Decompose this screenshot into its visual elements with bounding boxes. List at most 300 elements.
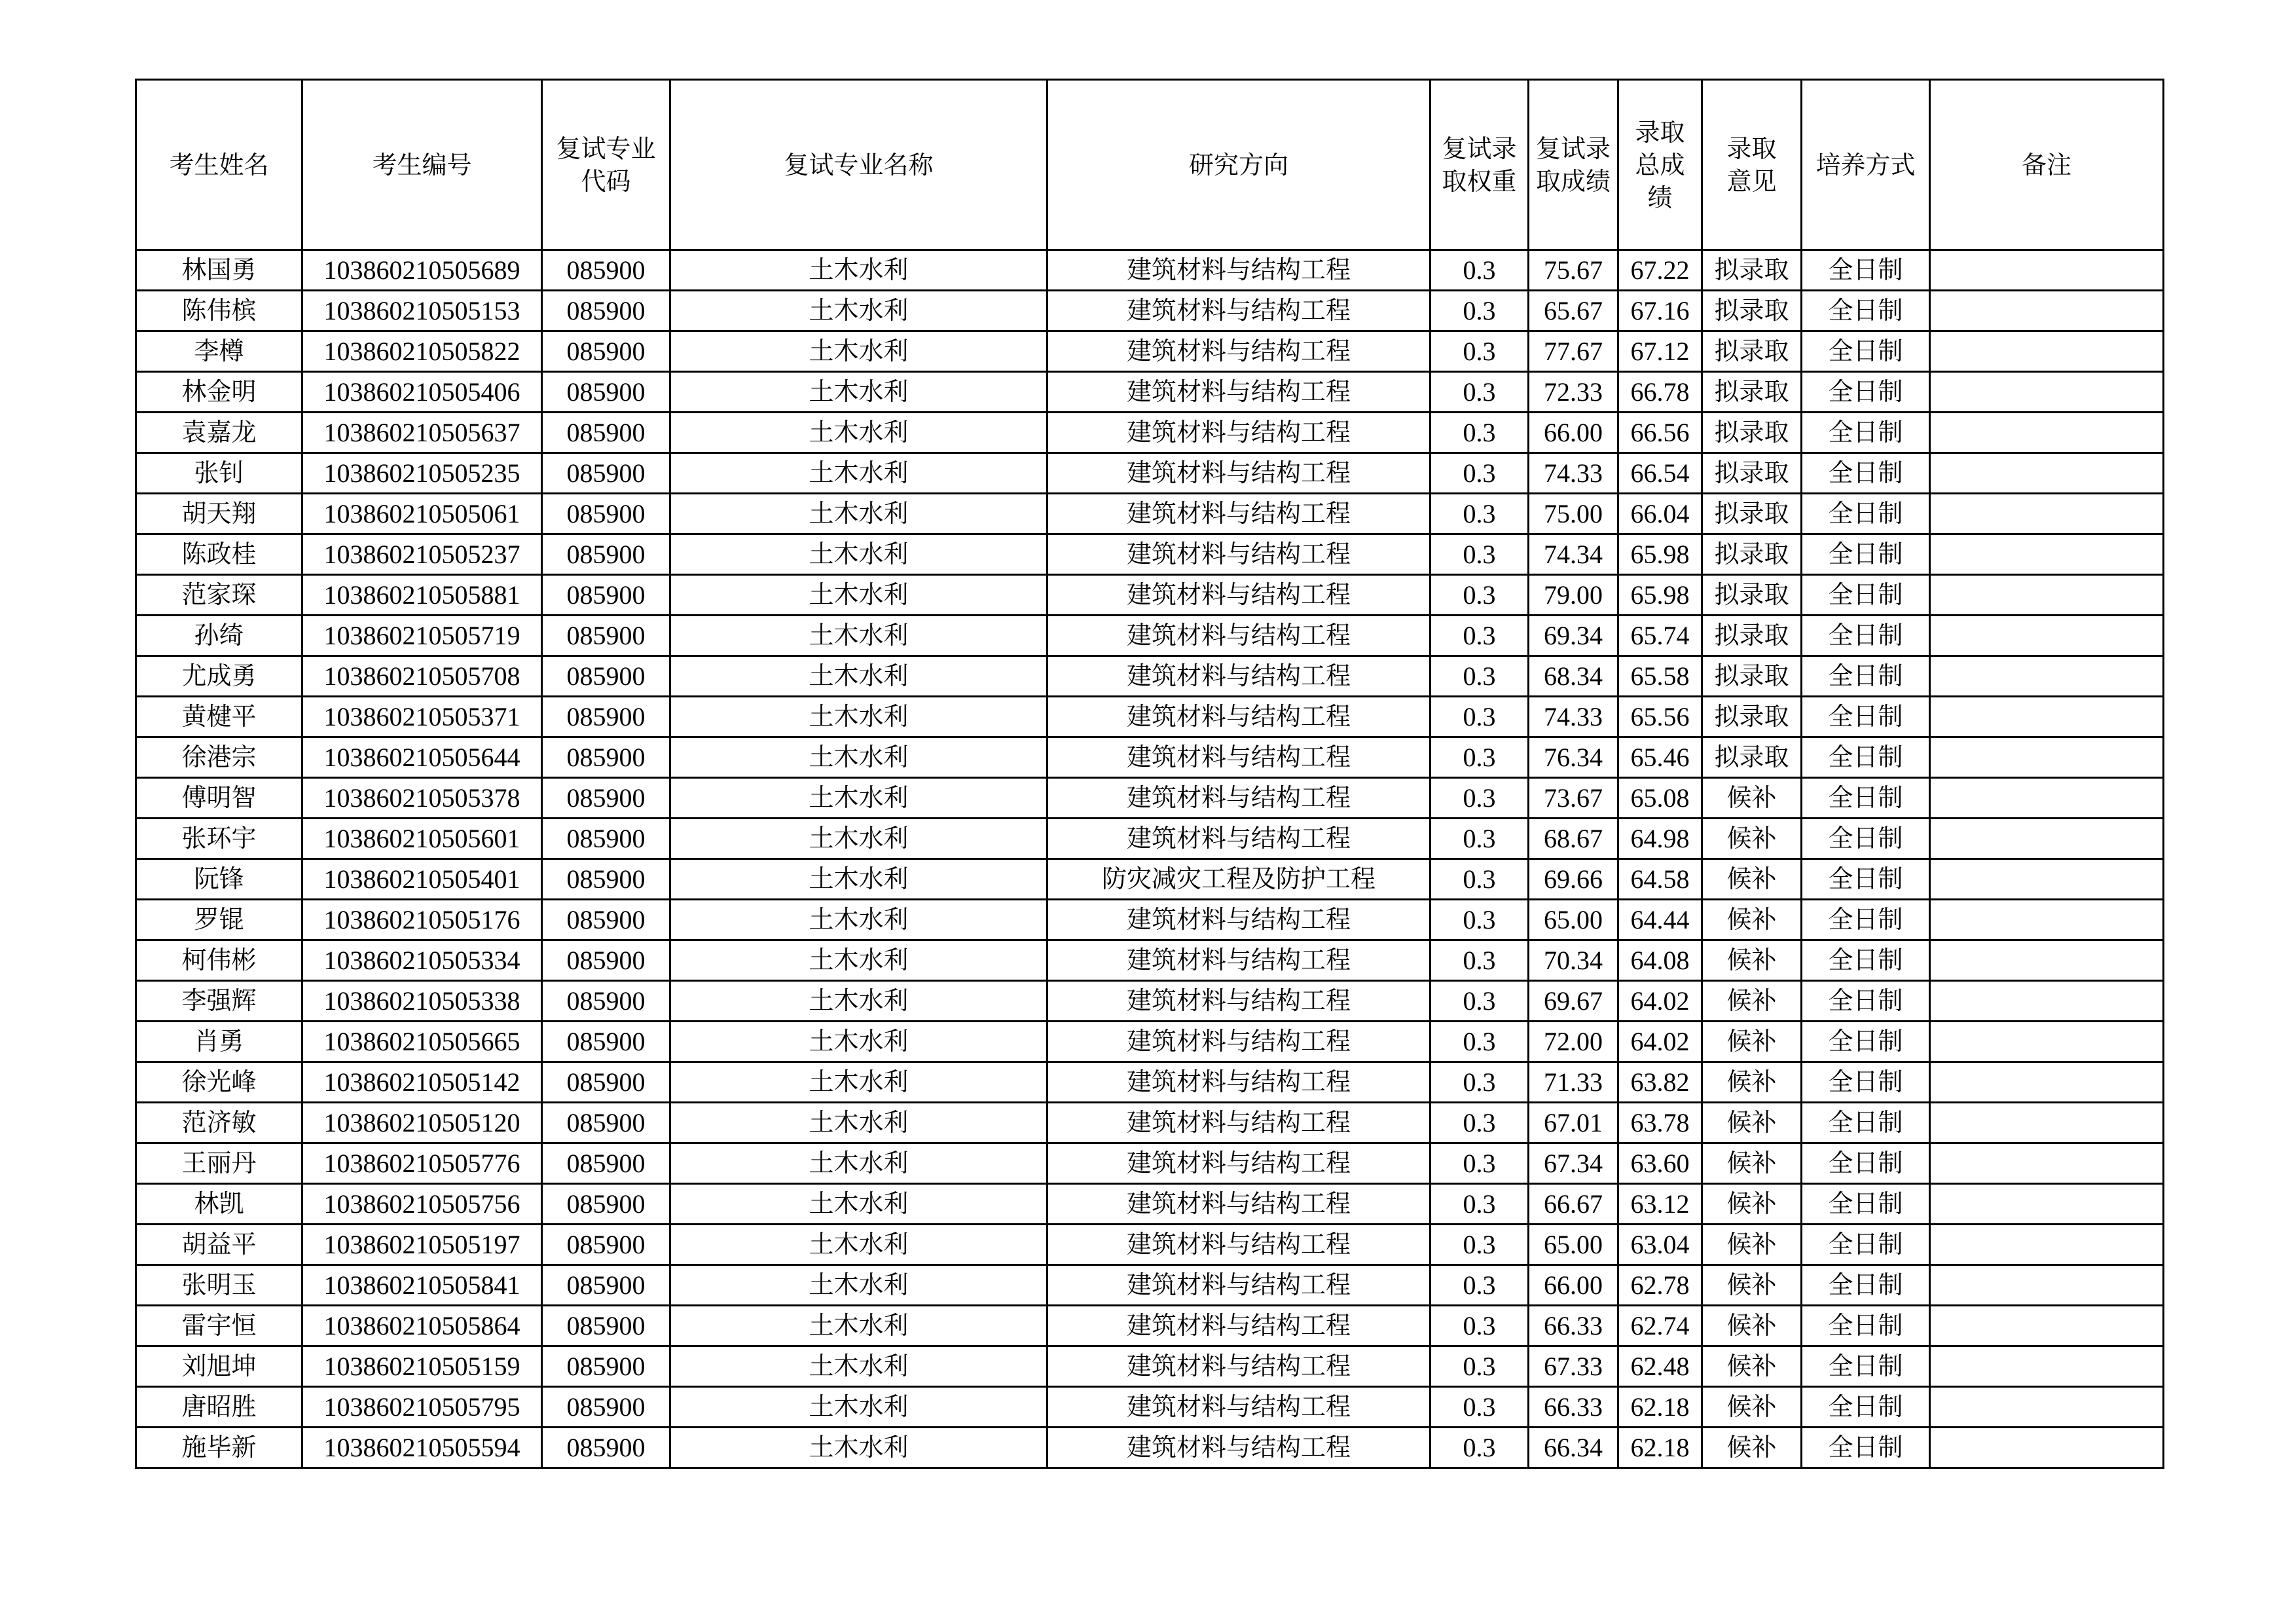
cell-research-direction: 建筑材料与结构工程 [1048, 413, 1430, 453]
cell-retest-score: 65.00 [1529, 900, 1618, 940]
cell-study-mode: 全日制 [1802, 737, 1930, 778]
cell-major-code: 085900 [542, 819, 670, 859]
cell-major-name: 土木水利 [670, 250, 1048, 291]
cell-study-mode: 全日制 [1802, 1346, 1930, 1387]
table-row [136, 900, 2164, 940]
cell-name: 黄楗平 [136, 697, 302, 737]
cell-research-direction: 建筑材料与结构工程 [1048, 575, 1430, 616]
cell-study-mode: 全日制 [1802, 575, 1930, 616]
cell-remarks [1930, 1184, 2164, 1225]
cell-retest-score: 75.00 [1529, 494, 1618, 534]
cell-remarks [1930, 453, 2164, 494]
table-row [136, 1062, 2164, 1103]
cell-retest-weight: 0.3 [1430, 1265, 1529, 1306]
cell-study-mode: 全日制 [1802, 372, 1930, 413]
cell-remarks [1930, 1306, 2164, 1346]
cell-name: 罗锟 [136, 900, 302, 940]
cell-retest-weight: 0.3 [1430, 1022, 1529, 1062]
cell-major-code: 085900 [542, 900, 670, 940]
table-row [136, 1265, 2164, 1306]
cell-admission-decision: 候补 [1702, 819, 1802, 859]
cell-study-mode: 全日制 [1802, 534, 1930, 575]
cell-retest-score: 68.67 [1529, 819, 1618, 859]
cell-name: 林凯 [136, 1184, 302, 1225]
cell-major-name: 土木水利 [670, 900, 1048, 940]
cell-admission-decision: 候补 [1702, 1346, 1802, 1387]
cell-major-code: 085900 [542, 494, 670, 534]
table-row [136, 372, 2164, 413]
table-row [136, 534, 2164, 575]
cell-major-code: 085900 [542, 1225, 670, 1265]
cell-name: 胡天翔 [136, 494, 302, 534]
table-row [136, 656, 2164, 697]
column-header-line: 录取 [1726, 134, 1777, 163]
column-header-line: 录取 [1635, 117, 1685, 147]
cell-major-name: 土木水利 [670, 453, 1048, 494]
cell-total-score: 62.74 [1618, 1306, 1702, 1346]
cell-research-direction: 建筑材料与结构工程 [1048, 778, 1430, 819]
cell-total-score: 63.04 [1618, 1225, 1702, 1265]
cell-remarks [1930, 1143, 2164, 1184]
cell-candidate-id: 103860210505197 [302, 1225, 542, 1265]
cell-retest-weight: 0.3 [1430, 1387, 1529, 1428]
cell-candidate-id: 103860210505371 [302, 697, 542, 737]
cell-major-code: 085900 [542, 737, 670, 778]
cell-retest-score: 73.67 [1529, 778, 1618, 819]
cell-major-code: 085900 [542, 331, 670, 372]
cell-retest-weight: 0.3 [1430, 737, 1529, 778]
cell-admission-decision: 拟录取 [1702, 616, 1802, 656]
cell-name: 孙绮 [136, 616, 302, 656]
cell-remarks [1930, 413, 2164, 453]
cell-major-name: 土木水利 [670, 1225, 1048, 1265]
cell-remarks [1930, 331, 2164, 372]
table-row [136, 1184, 2164, 1225]
header-row [136, 80, 2164, 250]
cell-retest-weight: 0.3 [1430, 819, 1529, 859]
cell-remarks [1930, 1062, 2164, 1103]
cell-major-name: 土木水利 [670, 1387, 1048, 1428]
table-row [136, 291, 2164, 331]
cell-remarks [1930, 575, 2164, 616]
cell-candidate-id: 103860210505120 [302, 1103, 542, 1143]
cell-major-name: 土木水利 [670, 1062, 1048, 1103]
cell-name: 雷宇恒 [136, 1306, 302, 1346]
column-header-line: 总成 [1635, 150, 1685, 179]
cell-retest-score: 75.67 [1529, 250, 1618, 291]
cell-admission-decision: 候补 [1702, 1428, 1802, 1468]
cell-study-mode: 全日制 [1802, 1225, 1930, 1265]
cell-total-score: 65.08 [1618, 778, 1702, 819]
cell-research-direction: 建筑材料与结构工程 [1048, 453, 1430, 494]
cell-admission-decision: 拟录取 [1702, 656, 1802, 697]
cell-major-name: 土木水利 [670, 859, 1048, 900]
cell-research-direction: 防灾减灾工程及防护工程 [1048, 859, 1430, 900]
cell-major-name: 土木水利 [670, 819, 1048, 859]
cell-major-name: 土木水利 [670, 697, 1048, 737]
cell-candidate-id: 103860210505142 [302, 1062, 542, 1103]
column-header-major-code [542, 80, 670, 250]
cell-retest-weight: 0.3 [1430, 534, 1529, 575]
column-header-total-score [1618, 80, 1702, 250]
cell-name: 徐港宗 [136, 737, 302, 778]
column-header-retest-weight [1430, 80, 1529, 250]
cell-remarks [1930, 372, 2164, 413]
cell-name: 范家琛 [136, 575, 302, 616]
cell-study-mode: 全日制 [1802, 697, 1930, 737]
cell-name: 胡益平 [136, 1225, 302, 1265]
cell-retest-weight: 0.3 [1430, 778, 1529, 819]
cell-major-code: 085900 [542, 1022, 670, 1062]
cell-name: 李强辉 [136, 981, 302, 1022]
cell-retest-score: 69.66 [1529, 859, 1618, 900]
cell-candidate-id: 103860210505153 [302, 291, 542, 331]
cell-retest-weight: 0.3 [1430, 656, 1529, 697]
cell-major-code: 085900 [542, 981, 670, 1022]
cell-retest-score: 71.33 [1529, 1062, 1618, 1103]
table-row [136, 1022, 2164, 1062]
cell-admission-decision: 拟录取 [1702, 291, 1802, 331]
cell-study-mode: 全日制 [1802, 1143, 1930, 1184]
cell-admission-decision: 拟录取 [1702, 575, 1802, 616]
cell-total-score: 65.46 [1618, 737, 1702, 778]
column-header-major-name [670, 80, 1048, 250]
cell-admission-decision: 候补 [1702, 1184, 1802, 1225]
cell-candidate-id: 103860210505159 [302, 1346, 542, 1387]
cell-research-direction: 建筑材料与结构工程 [1048, 250, 1430, 291]
admission-table [135, 79, 2164, 1469]
cell-total-score: 65.98 [1618, 575, 1702, 616]
cell-name: 刘旭坤 [136, 1346, 302, 1387]
cell-remarks [1930, 534, 2164, 575]
cell-name: 袁嘉龙 [136, 413, 302, 453]
cell-total-score: 66.04 [1618, 494, 1702, 534]
cell-candidate-id: 103860210505338 [302, 981, 542, 1022]
column-header-line: 代码 [581, 166, 631, 196]
cell-name: 柯伟彬 [136, 940, 302, 981]
cell-retest-weight: 0.3 [1430, 372, 1529, 413]
cell-remarks [1930, 940, 2164, 981]
cell-admission-decision: 拟录取 [1702, 494, 1802, 534]
cell-study-mode: 全日制 [1802, 1265, 1930, 1306]
cell-research-direction: 建筑材料与结构工程 [1048, 940, 1430, 981]
table-row [136, 1346, 2164, 1387]
cell-retest-weight: 0.3 [1430, 1428, 1529, 1468]
column-header-line: 考生姓名 [169, 150, 269, 179]
column-header-line: 意见 [1726, 166, 1777, 196]
cell-research-direction: 建筑材料与结构工程 [1048, 1265, 1430, 1306]
table-row [136, 494, 2164, 534]
cell-total-score: 62.18 [1618, 1387, 1702, 1428]
cell-retest-weight: 0.3 [1430, 697, 1529, 737]
cell-study-mode: 全日制 [1802, 1022, 1930, 1062]
cell-retest-score: 67.01 [1529, 1103, 1618, 1143]
cell-remarks [1930, 1428, 2164, 1468]
cell-major-code: 085900 [542, 697, 670, 737]
column-header-name [136, 80, 302, 250]
cell-total-score: 64.58 [1618, 859, 1702, 900]
cell-major-code: 085900 [542, 1103, 670, 1143]
cell-major-code: 085900 [542, 1265, 670, 1306]
cell-name: 尤成勇 [136, 656, 302, 697]
cell-name: 林国勇 [136, 250, 302, 291]
cell-admission-decision: 候补 [1702, 1143, 1802, 1184]
cell-research-direction: 建筑材料与结构工程 [1048, 981, 1430, 1022]
cell-major-name: 土木水利 [670, 413, 1048, 453]
cell-total-score: 63.78 [1618, 1103, 1702, 1143]
table-row [136, 616, 2164, 656]
cell-retest-weight: 0.3 [1430, 453, 1529, 494]
cell-retest-score: 67.34 [1529, 1143, 1618, 1184]
cell-candidate-id: 103860210505776 [302, 1143, 542, 1184]
cell-remarks [1930, 900, 2164, 940]
cell-retest-weight: 0.3 [1430, 940, 1529, 981]
cell-major-name: 土木水利 [670, 1346, 1048, 1387]
cell-research-direction: 建筑材料与结构工程 [1048, 1062, 1430, 1103]
cell-major-code: 085900 [542, 1062, 670, 1103]
cell-major-name: 土木水利 [670, 575, 1048, 616]
cell-name: 李樽 [136, 331, 302, 372]
cell-retest-score: 66.33 [1529, 1306, 1618, 1346]
table-row [136, 697, 2164, 737]
cell-major-code: 085900 [542, 250, 670, 291]
cell-major-name: 土木水利 [670, 981, 1048, 1022]
cell-total-score: 64.08 [1618, 940, 1702, 981]
table-row [136, 940, 2164, 981]
table-row [136, 575, 2164, 616]
cell-admission-decision: 候补 [1702, 1225, 1802, 1265]
table-row [136, 413, 2164, 453]
cell-remarks [1930, 1225, 2164, 1265]
table-row [136, 453, 2164, 494]
cell-major-code: 085900 [542, 1387, 670, 1428]
cell-total-score: 63.60 [1618, 1143, 1702, 1184]
cell-candidate-id: 103860210505237 [302, 534, 542, 575]
cell-retest-score: 66.67 [1529, 1184, 1618, 1225]
cell-major-name: 土木水利 [670, 372, 1048, 413]
cell-retest-score: 74.33 [1529, 453, 1618, 494]
cell-major-name: 土木水利 [670, 331, 1048, 372]
cell-candidate-id: 103860210505864 [302, 1306, 542, 1346]
cell-major-code: 085900 [542, 940, 670, 981]
cell-study-mode: 全日制 [1802, 656, 1930, 697]
cell-retest-weight: 0.3 [1430, 331, 1529, 372]
cell-study-mode: 全日制 [1802, 981, 1930, 1022]
cell-retest-score: 74.33 [1529, 697, 1618, 737]
cell-retest-score: 66.00 [1529, 1265, 1618, 1306]
cell-retest-weight: 0.3 [1430, 1103, 1529, 1143]
cell-retest-score: 69.67 [1529, 981, 1618, 1022]
cell-major-code: 085900 [542, 534, 670, 575]
cell-major-code: 085900 [542, 778, 670, 819]
cell-retest-score: 66.33 [1529, 1387, 1618, 1428]
cell-name: 张明玉 [136, 1265, 302, 1306]
cell-remarks [1930, 616, 2164, 656]
cell-major-code: 085900 [542, 413, 670, 453]
cell-research-direction: 建筑材料与结构工程 [1048, 737, 1430, 778]
cell-retest-weight: 0.3 [1430, 616, 1529, 656]
column-header-study-mode [1802, 80, 1930, 250]
cell-total-score: 62.78 [1618, 1265, 1702, 1306]
cell-admission-decision: 拟录取 [1702, 331, 1802, 372]
cell-total-score: 65.58 [1618, 656, 1702, 697]
cell-total-score: 66.56 [1618, 413, 1702, 453]
column-header-remarks [1930, 80, 2164, 250]
cell-research-direction: 建筑材料与结构工程 [1048, 1346, 1430, 1387]
cell-candidate-id: 103860210505235 [302, 453, 542, 494]
table-row [136, 819, 2164, 859]
cell-name: 王丽丹 [136, 1143, 302, 1184]
cell-study-mode: 全日制 [1802, 900, 1930, 940]
cell-retest-weight: 0.3 [1430, 1346, 1529, 1387]
cell-major-code: 085900 [542, 1184, 670, 1225]
cell-retest-score: 74.34 [1529, 534, 1618, 575]
cell-research-direction: 建筑材料与结构工程 [1048, 1428, 1430, 1468]
table-row [136, 859, 2164, 900]
cell-retest-score: 76.34 [1529, 737, 1618, 778]
table-row [136, 1225, 2164, 1265]
cell-admission-decision: 拟录取 [1702, 534, 1802, 575]
cell-research-direction: 建筑材料与结构工程 [1048, 372, 1430, 413]
cell-remarks [1930, 697, 2164, 737]
cell-remarks [1930, 250, 2164, 291]
cell-retest-weight: 0.3 [1430, 1143, 1529, 1184]
cell-research-direction: 建筑材料与结构工程 [1048, 819, 1430, 859]
cell-candidate-id: 103860210505822 [302, 331, 542, 372]
cell-remarks [1930, 981, 2164, 1022]
column-header-line: 培养方式 [1815, 150, 1916, 179]
cell-candidate-id: 103860210505795 [302, 1387, 542, 1428]
cell-candidate-id: 103860210505708 [302, 656, 542, 697]
cell-candidate-id: 103860210505401 [302, 859, 542, 900]
cell-candidate-id: 103860210505061 [302, 494, 542, 534]
cell-study-mode: 全日制 [1802, 1428, 1930, 1468]
cell-candidate-id: 103860210505841 [302, 1265, 542, 1306]
cell-retest-score: 66.34 [1529, 1428, 1618, 1468]
table-row [136, 331, 2164, 372]
cell-major-code: 085900 [542, 372, 670, 413]
cell-retest-weight: 0.3 [1430, 1306, 1529, 1346]
cell-major-name: 土木水利 [670, 616, 1048, 656]
cell-name: 陈伟槟 [136, 291, 302, 331]
cell-study-mode: 全日制 [1802, 331, 1930, 372]
cell-retest-score: 70.34 [1529, 940, 1618, 981]
cell-name: 陈政桂 [136, 534, 302, 575]
table-body [136, 250, 2164, 1468]
cell-remarks [1930, 1346, 2164, 1387]
cell-remarks [1930, 778, 2164, 819]
cell-retest-score: 72.00 [1529, 1022, 1618, 1062]
cell-major-name: 土木水利 [670, 1103, 1048, 1143]
table-header [136, 80, 2164, 250]
cell-research-direction: 建筑材料与结构工程 [1048, 616, 1430, 656]
cell-candidate-id: 103860210505644 [302, 737, 542, 778]
cell-research-direction: 建筑材料与结构工程 [1048, 1225, 1430, 1265]
cell-total-score: 67.16 [1618, 291, 1702, 331]
cell-retest-score: 72.33 [1529, 372, 1618, 413]
cell-admission-decision: 候补 [1702, 1022, 1802, 1062]
cell-major-name: 土木水利 [670, 1184, 1048, 1225]
cell-major-name: 土木水利 [670, 1022, 1048, 1062]
cell-research-direction: 建筑材料与结构工程 [1048, 1184, 1430, 1225]
cell-candidate-id: 103860210505594 [302, 1428, 542, 1468]
cell-admission-decision: 拟录取 [1702, 372, 1802, 413]
cell-candidate-id: 103860210505334 [302, 940, 542, 981]
cell-study-mode: 全日制 [1802, 1103, 1930, 1143]
cell-research-direction: 建筑材料与结构工程 [1048, 900, 1430, 940]
cell-remarks [1930, 859, 2164, 900]
cell-name: 施毕新 [136, 1428, 302, 1468]
cell-research-direction: 建筑材料与结构工程 [1048, 656, 1430, 697]
cell-study-mode: 全日制 [1802, 1306, 1930, 1346]
cell-study-mode: 全日制 [1802, 1184, 1930, 1225]
cell-major-name: 土木水利 [670, 1306, 1048, 1346]
cell-research-direction: 建筑材料与结构工程 [1048, 1143, 1430, 1184]
column-header-line: 取权重 [1442, 166, 1517, 196]
cell-name: 傅明智 [136, 778, 302, 819]
cell-study-mode: 全日制 [1802, 1062, 1930, 1103]
column-header-candidate-id [302, 80, 542, 250]
column-header-line: 绩 [1647, 183, 1673, 212]
cell-retest-score: 68.34 [1529, 656, 1618, 697]
cell-candidate-id: 103860210505881 [302, 575, 542, 616]
cell-major-code: 085900 [542, 453, 670, 494]
cell-retest-score: 65.67 [1529, 291, 1618, 331]
column-header-admission-decision [1702, 80, 1802, 250]
cell-admission-decision: 拟录取 [1702, 737, 1802, 778]
table-row [136, 1103, 2164, 1143]
cell-research-direction: 建筑材料与结构工程 [1048, 331, 1430, 372]
cell-total-score: 64.98 [1618, 819, 1702, 859]
table-row [136, 1306, 2164, 1346]
table-row [136, 250, 2164, 291]
cell-major-code: 085900 [542, 1306, 670, 1346]
cell-name: 张环宇 [136, 819, 302, 859]
cell-name: 肖勇 [136, 1022, 302, 1062]
cell-total-score: 65.74 [1618, 616, 1702, 656]
cell-research-direction: 建筑材料与结构工程 [1048, 1022, 1430, 1062]
cell-study-mode: 全日制 [1802, 819, 1930, 859]
cell-major-name: 土木水利 [670, 940, 1048, 981]
cell-candidate-id: 103860210505637 [302, 413, 542, 453]
cell-admission-decision: 候补 [1702, 859, 1802, 900]
cell-retest-weight: 0.3 [1430, 1062, 1529, 1103]
cell-admission-decision: 候补 [1702, 1265, 1802, 1306]
table-row [136, 778, 2164, 819]
column-header-line: 考生编号 [372, 150, 472, 179]
cell-study-mode: 全日制 [1802, 453, 1930, 494]
column-header-line: 复试专业名称 [784, 150, 934, 179]
cell-study-mode: 全日制 [1802, 494, 1930, 534]
cell-remarks [1930, 1265, 2164, 1306]
cell-major-code: 085900 [542, 291, 670, 331]
cell-research-direction: 建筑材料与结构工程 [1048, 494, 1430, 534]
cell-retest-weight: 0.3 [1430, 981, 1529, 1022]
cell-admission-decision: 拟录取 [1702, 697, 1802, 737]
cell-remarks [1930, 1022, 2164, 1062]
cell-total-score: 65.56 [1618, 697, 1702, 737]
table-row [136, 1143, 2164, 1184]
cell-name: 徐光峰 [136, 1062, 302, 1103]
cell-admission-decision: 候补 [1702, 900, 1802, 940]
cell-total-score: 65.98 [1618, 534, 1702, 575]
cell-retest-weight: 0.3 [1430, 1225, 1529, 1265]
cell-admission-decision: 候补 [1702, 1103, 1802, 1143]
cell-total-score: 67.12 [1618, 331, 1702, 372]
cell-admission-decision: 候补 [1702, 1387, 1802, 1428]
cell-major-name: 土木水利 [670, 291, 1048, 331]
cell-total-score: 64.02 [1618, 981, 1702, 1022]
